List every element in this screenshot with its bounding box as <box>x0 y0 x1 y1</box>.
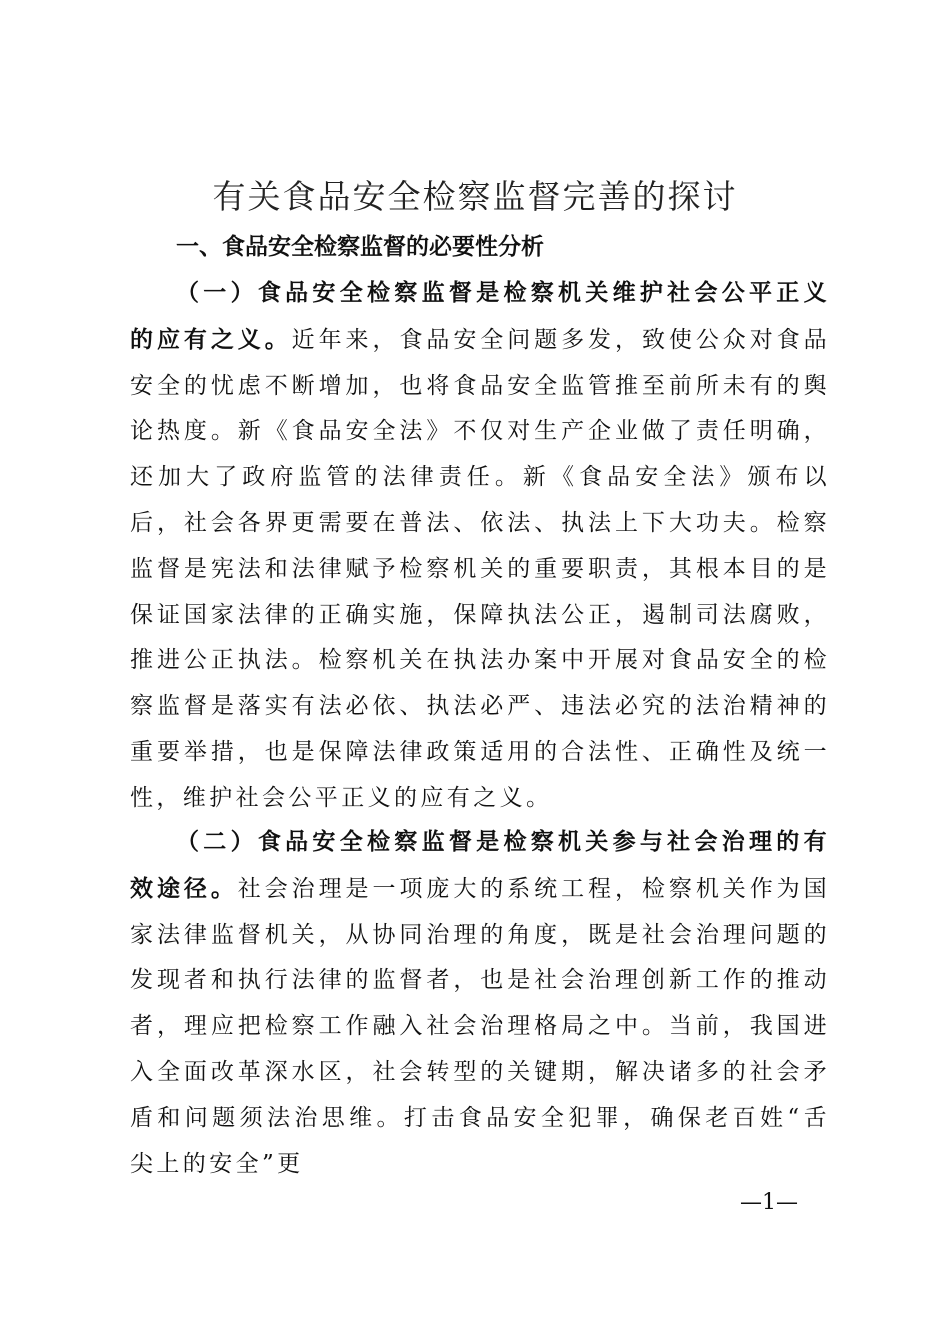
page-number: —1— <box>740 1190 798 1215</box>
paragraph-lead: （一）食品安全检察监督是检察机关维护社会公平正义的应有之义。 <box>130 279 830 353</box>
document-title: 有关食品安全检察监督完善的探讨 <box>212 177 738 216</box>
section-heading: 一、食品安全检察监督的必要性分析 <box>176 234 544 260</box>
paragraph-body: 近年来，食品安全问题多发，致使公众对食品安全的忧虑不断增加，也将食品安全监管推至前所未有的舆论热度。新《食品安全法》不仅对生产企业做了责任明确，还加大了政府监管的法律责任。新《食品安全法》颁布以后，社会各界更需要在普法、依法、执法上下大功夫。检察监督是宪法和法律赋予检察机关的重要职责，其根本目的是保证国家法律的正确实施，保障执法公正，遏制司法腐败，推进公正执法。检察机关在执法办案中开展对食品安全的检察监督是落实有法必依、执法必严、违法必究的法治精神的重要举措，也是保障法律政策适用的合法性、正确性及统一性，维护社会公平正义的应有之义。 <box>130 326 831 811</box>
paragraph-lead: （二）食品安全检察监督是检察机关参与社会治理的有效途径。 <box>130 828 830 902</box>
paragraph <box>130 819 830 1187</box>
paragraph <box>130 270 830 822</box>
paragraph-body: 社会治理是一项庞大的系统工程，检察机关作为国家法律监督机关，从协同治理的角度，既是社会治理问题的发现者和执行法律的监督者，也是社会治理创新工作的推动者，理应把检察工作融入社会治理格局之中。当前，我国进入全面改革深水区，社会转型的关键期，解决诸多的社会矛盾和问题须法治思维。打击食品安全犯罪，确保老百姓“舌尖上的安全”更 <box>130 875 830 1177</box>
